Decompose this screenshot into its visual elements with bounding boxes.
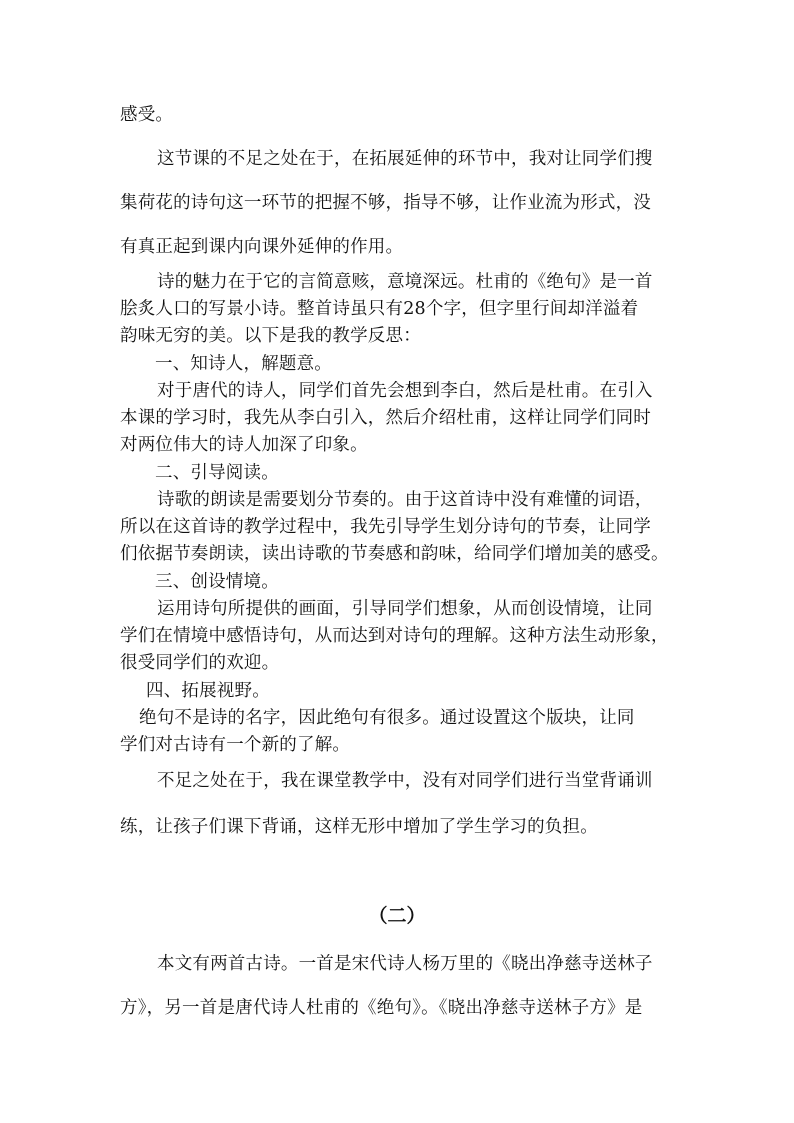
paragraph-line: 这节课的不足之处在于，在拓展延伸的环节中，我对让同学们搜 — [157, 149, 653, 169]
paragraph-line: 本文有两首古诗。一首是宋代诗人杨万里的《晓出净慈寺送林子 — [157, 954, 653, 974]
section-subheading: 一、知诗人，解题意。 — [155, 354, 332, 374]
paragraph-line: 对两位伟大的诗人加深了印象。 — [120, 435, 368, 455]
paragraph-line: 绝句不是诗的名字，因此绝句有很多。通过设置这个版块，让同 — [139, 708, 635, 728]
section-subheading: 二、引导阅读。 — [155, 463, 279, 483]
paragraph-line: 对于唐代的诗人，同学们首先会想到李白，然后是杜甫。在引入 — [157, 381, 653, 401]
paragraph-line: 感受。 — [120, 105, 174, 125]
paragraph-line: 很受同学们的欢迎。 — [120, 653, 280, 673]
paragraph-line: 有真正起到课内向课外延伸的作用。 — [120, 237, 404, 257]
paragraph-line: 学们对古诗有一个新的了解。 — [120, 735, 351, 755]
paragraph-line: 集荷花的诗句这一环节的把握不够，指导不够，让作业流为形式，没 — [120, 193, 651, 213]
section-subheading: 四、拓展视野。 — [146, 681, 270, 701]
paragraph-line: 们依据节奏朗读，读出诗歌的节奏感和韵味，给同学们增加美的感受。 — [120, 544, 669, 564]
paragraph-line: 诗的魅力在于它的言简意赅，意境深远。杜甫的《绝句》是一首 — [157, 272, 653, 292]
paragraph-line: 诗歌的朗读是需要划分节奏的。由于这首诗中没有难懂的词语， — [157, 490, 653, 510]
paragraph-line: 运用诗句所提供的画面，引导同学们想象，从而创设情境，让同 — [157, 599, 653, 619]
section-heading: （二） — [368, 905, 426, 927]
paragraph-line: 所以在这首诗的教学过程中，我先引导学生划分诗句的节奏，让同学 — [120, 517, 651, 537]
paragraph-line: 练，让孩子们课下背诵，这样无形中增加了学生学习的负担。 — [120, 817, 598, 837]
paragraph-line: 不足之处在于，我在课堂教学中，没有对同学们进行当堂背诵训 — [157, 771, 653, 791]
paragraph-line: 本课的学习时，我先从李白引入，然后介绍杜甫，这样让同学们同时 — [120, 408, 651, 428]
section-subheading: 三、创设情境。 — [155, 572, 279, 592]
paragraph-line: 韵味无穷的美。以下是我的教学反思： — [120, 326, 421, 346]
paragraph-line: 方》，另一首是唐代诗人杜甫的《绝句》。《晓出净慈寺送林子方》是 — [120, 998, 643, 1018]
paragraph-line: 学们在情境中感悟诗句，从而达到对诗句的理解。这种方法生动形象， — [120, 626, 669, 646]
paragraph-line: 脍炙人口的写景小诗。整首诗虽只有28个字，但字里行间却洋溢着 — [120, 299, 639, 319]
